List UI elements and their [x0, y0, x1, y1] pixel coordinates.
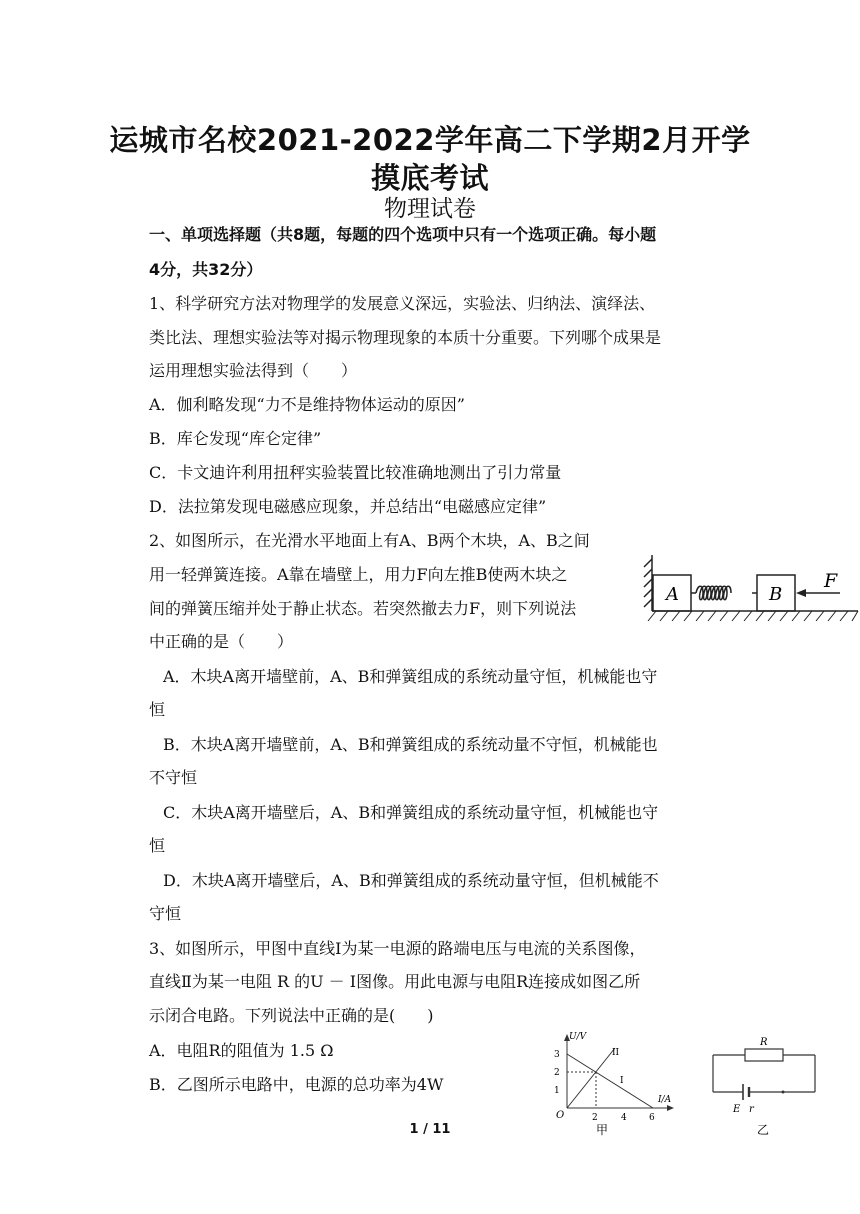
- internal-resistance-label: r: [749, 1104, 754, 1115]
- q1-option-b: B．库仑发现“库仑定律”: [149, 429, 322, 448]
- q1-stem-line3: 运用理想实验法得到（ ）: [149, 361, 358, 380]
- exam-subtitle: 物理试卷: [384, 196, 476, 222]
- graph-caption: 甲: [596, 1123, 609, 1137]
- resistor: [745, 1049, 783, 1061]
- q2-option-b-line1: B．木块A离开墙壁前，A、B和弹簧组成的系统动量不守恒，机械能也: [163, 735, 658, 754]
- x-tick-6: 6: [649, 1113, 655, 1123]
- exam-title-line2: 摸底考试: [370, 161, 489, 195]
- origin-label: O: [556, 1110, 565, 1121]
- q3-option-a: A．电阻R的阻值为 1.5 Ω: [149, 1041, 334, 1060]
- x-tick-4: 4: [621, 1113, 627, 1123]
- q1-stem-line1: 1、科学研究方法对物理学的发展意义深远，实验法、归纳法、演绎法、: [149, 294, 656, 313]
- q1-stem-line2: 类比法、理想实验法等对揭示物理现象的本质十分重要。下列哪个成果是: [149, 328, 662, 347]
- section-heading-line1: 一、单项选择题（共8题，每题的四个选项中只有一个选项正确。每小题: [149, 225, 657, 244]
- q2-spring-figure: [640, 545, 860, 625]
- q3-option-b: B．乙图所示电路中，电源的总功率为4W: [149, 1075, 444, 1094]
- line-1-label: I: [620, 1076, 624, 1086]
- line-2-label: II: [612, 1048, 620, 1058]
- q2-option-a-line1: A．木块A离开墙壁前，A、B和弹簧组成的系统动量守恒，机械能也守: [163, 667, 658, 686]
- spring: [696, 586, 731, 600]
- line-1: [567, 1054, 653, 1108]
- q1-option-a: A．伽利略发现“力不是维持物体运动的原因”: [149, 395, 465, 414]
- circuit-caption: 乙: [757, 1123, 770, 1137]
- q2-option-c-line1: C．木块A离开墙壁后，A、B和弹簧组成的系统动量守恒，机械能也守: [163, 803, 659, 822]
- label-a: A: [666, 584, 679, 605]
- q2-option-b-line2: 不守恒: [149, 768, 198, 787]
- label-f: F: [824, 570, 838, 592]
- q2-stem-line3: 间的弹簧压缩并处于静止状态。若突然撤去力F，则下列说法: [149, 599, 577, 618]
- q3-stem-line1: 3、如图所示，甲图中直线Ⅰ为某一电源的路端电压与电流的关系图像，: [149, 939, 646, 958]
- y-axis-label: U/V: [569, 1032, 587, 1042]
- q1-option-d: D．法拉第发现电磁感应现象，并总结出“电磁感应定律”: [149, 497, 547, 516]
- y-tick-3: 3: [554, 1050, 560, 1060]
- q2-stem-line4: 中正确的是（ ）: [149, 632, 294, 651]
- q3-stem-line2: 直线Ⅱ为某一电阻 R 的U － I图像。用此电源与电阻R连接成如图乙所: [149, 972, 641, 991]
- q3-stem-line3: 示闭合电路。下列说法中正确的是( ): [149, 1006, 434, 1025]
- q2-option-a-line2: 恒: [149, 700, 166, 719]
- page-number: 1 / 11: [409, 1122, 451, 1137]
- exam-title-line1: 运城市名校2021-2022学年高二下学期2月开学: [109, 123, 751, 157]
- q2-stem-line2: 用一轻弹簧连接。A靠在墙壁上，用力F向左推B使两木块之: [149, 565, 568, 584]
- q2-option-d-line1: D．木块A离开墙壁后，A、B和弹簧组成的系统动量守恒，但机械能不: [163, 871, 659, 890]
- q2-option-c-line2: 恒: [149, 836, 166, 855]
- y-tick-2: 2: [554, 1068, 560, 1078]
- x-axis-label: I/A: [658, 1095, 672, 1105]
- section-heading-line2: 4分，共32分）: [149, 260, 263, 279]
- q1-option-c: C．卡文迪许利用扭秤实验装置比较准确地测出了引力常量: [149, 463, 562, 482]
- label-b: B: [769, 584, 783, 605]
- q2-stem-line1: 2、如图所示，在光滑水平地面上有A、B两个木块，A、B之间: [149, 531, 590, 550]
- x-tick-2: 2: [592, 1113, 598, 1123]
- line-2: [567, 1048, 615, 1108]
- emf-label: E: [733, 1104, 741, 1115]
- force-arrowhead-icon: [796, 589, 806, 597]
- x-axis-arrow-icon: [667, 1105, 674, 1111]
- resistor-label: R: [760, 1037, 768, 1048]
- y-tick-1: 1: [554, 1086, 560, 1096]
- q2-option-d-line2: 守恒: [149, 904, 182, 923]
